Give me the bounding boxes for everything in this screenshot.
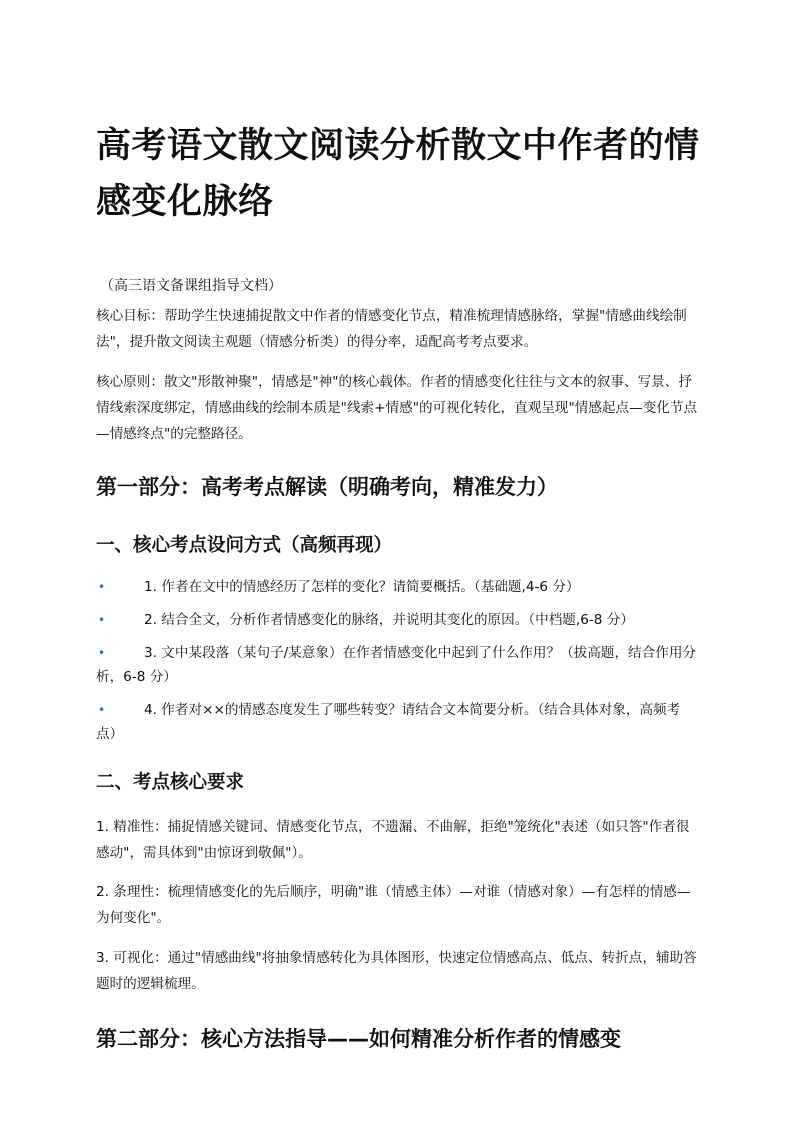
section2-heading: 二、考点核心要求 [96,771,245,793]
bullet-icon: • [98,702,106,717]
section1-heading: 一、核心考点设问方式（高频再现） [96,534,393,556]
requirement-item: 3. 可视化：通过"情感曲线"将抽象情感转化为具体图形，快速定位情感高点、低点、转折点，辅助答题时的逻辑梳理。 [96,949,697,992]
list-item-text: 2. 结合全文，分析作者情感变化的脉络，并说明其变化的原因。（中档题,6-8 分） [144,611,634,628]
bullet-icon: • [98,612,106,627]
document-subtitle: （高三语文备课组指导文档） [100,278,282,294]
exam-question-list [96,575,700,746]
part1-heading: 第一部分：高考考点解读（明确考向，精准发力） [96,474,558,499]
part2-heading: 第二部分：核心方法指导——如何精准分析作者的情感变 [96,1026,621,1051]
core-principle-paragraph: 核心原则：散文"形散神聚"，情感是"神"的核心载体。作者的情感变化往往与文本的叙事、写景、抒情线索深度绑定，情感曲线的绘制本质是"线索+情感"的可视化转化，直观呈现"情感起点—变化节点—情感终点"的完整路径。 [96,373,698,442]
bullet-icon: • [98,645,106,660]
list-item-text: 3. 文中某段落（某句子/某意象）在作者情感变化中起到了什么作用？（拔高题，结合作用分析，6-8 分） [96,644,697,685]
list-item [96,698,700,746]
requirement-item: 1. 精准性：捕捉情感关键词、情感变化节点，不遗漏、不曲解，拒绝"笼统化"表述（如只答"作者很感动"，需具体到"由惊讶到敬佩"）。 [96,818,690,861]
requirement-item: 2. 条理性：梳理情感变化的先后顺序，明确"谁（情感主体）—对谁（情感对象）—有怎样的情感—为何变化"。 [96,884,691,927]
list-item-text: 1. 作者在文中的情感经历了怎样的变化？请简要概括。（基础题,4-6 分） [144,578,580,595]
core-goal-paragraph: 核心目标：帮助学生快速捕捉散文中作者的情感变化节点，精准梳理情感脉络，掌握"情感曲线绘制法"，提升散文阅读主观题（情感分析类）的得分率，适配高考考点要求。 [96,308,687,350]
list-item [96,641,700,689]
list-item [96,608,700,632]
document-page [96,0,700,1055]
document-title: 高考语文散文阅读分析散文中作者的情感变化脉络 [96,126,700,222]
list-item-text: 4. 作者对××的情感态度发生了哪些转变？请结合文本简要分析。（结合具体对象，高频考点） [96,701,681,742]
list-item [96,575,700,599]
bullet-icon: • [98,579,106,594]
